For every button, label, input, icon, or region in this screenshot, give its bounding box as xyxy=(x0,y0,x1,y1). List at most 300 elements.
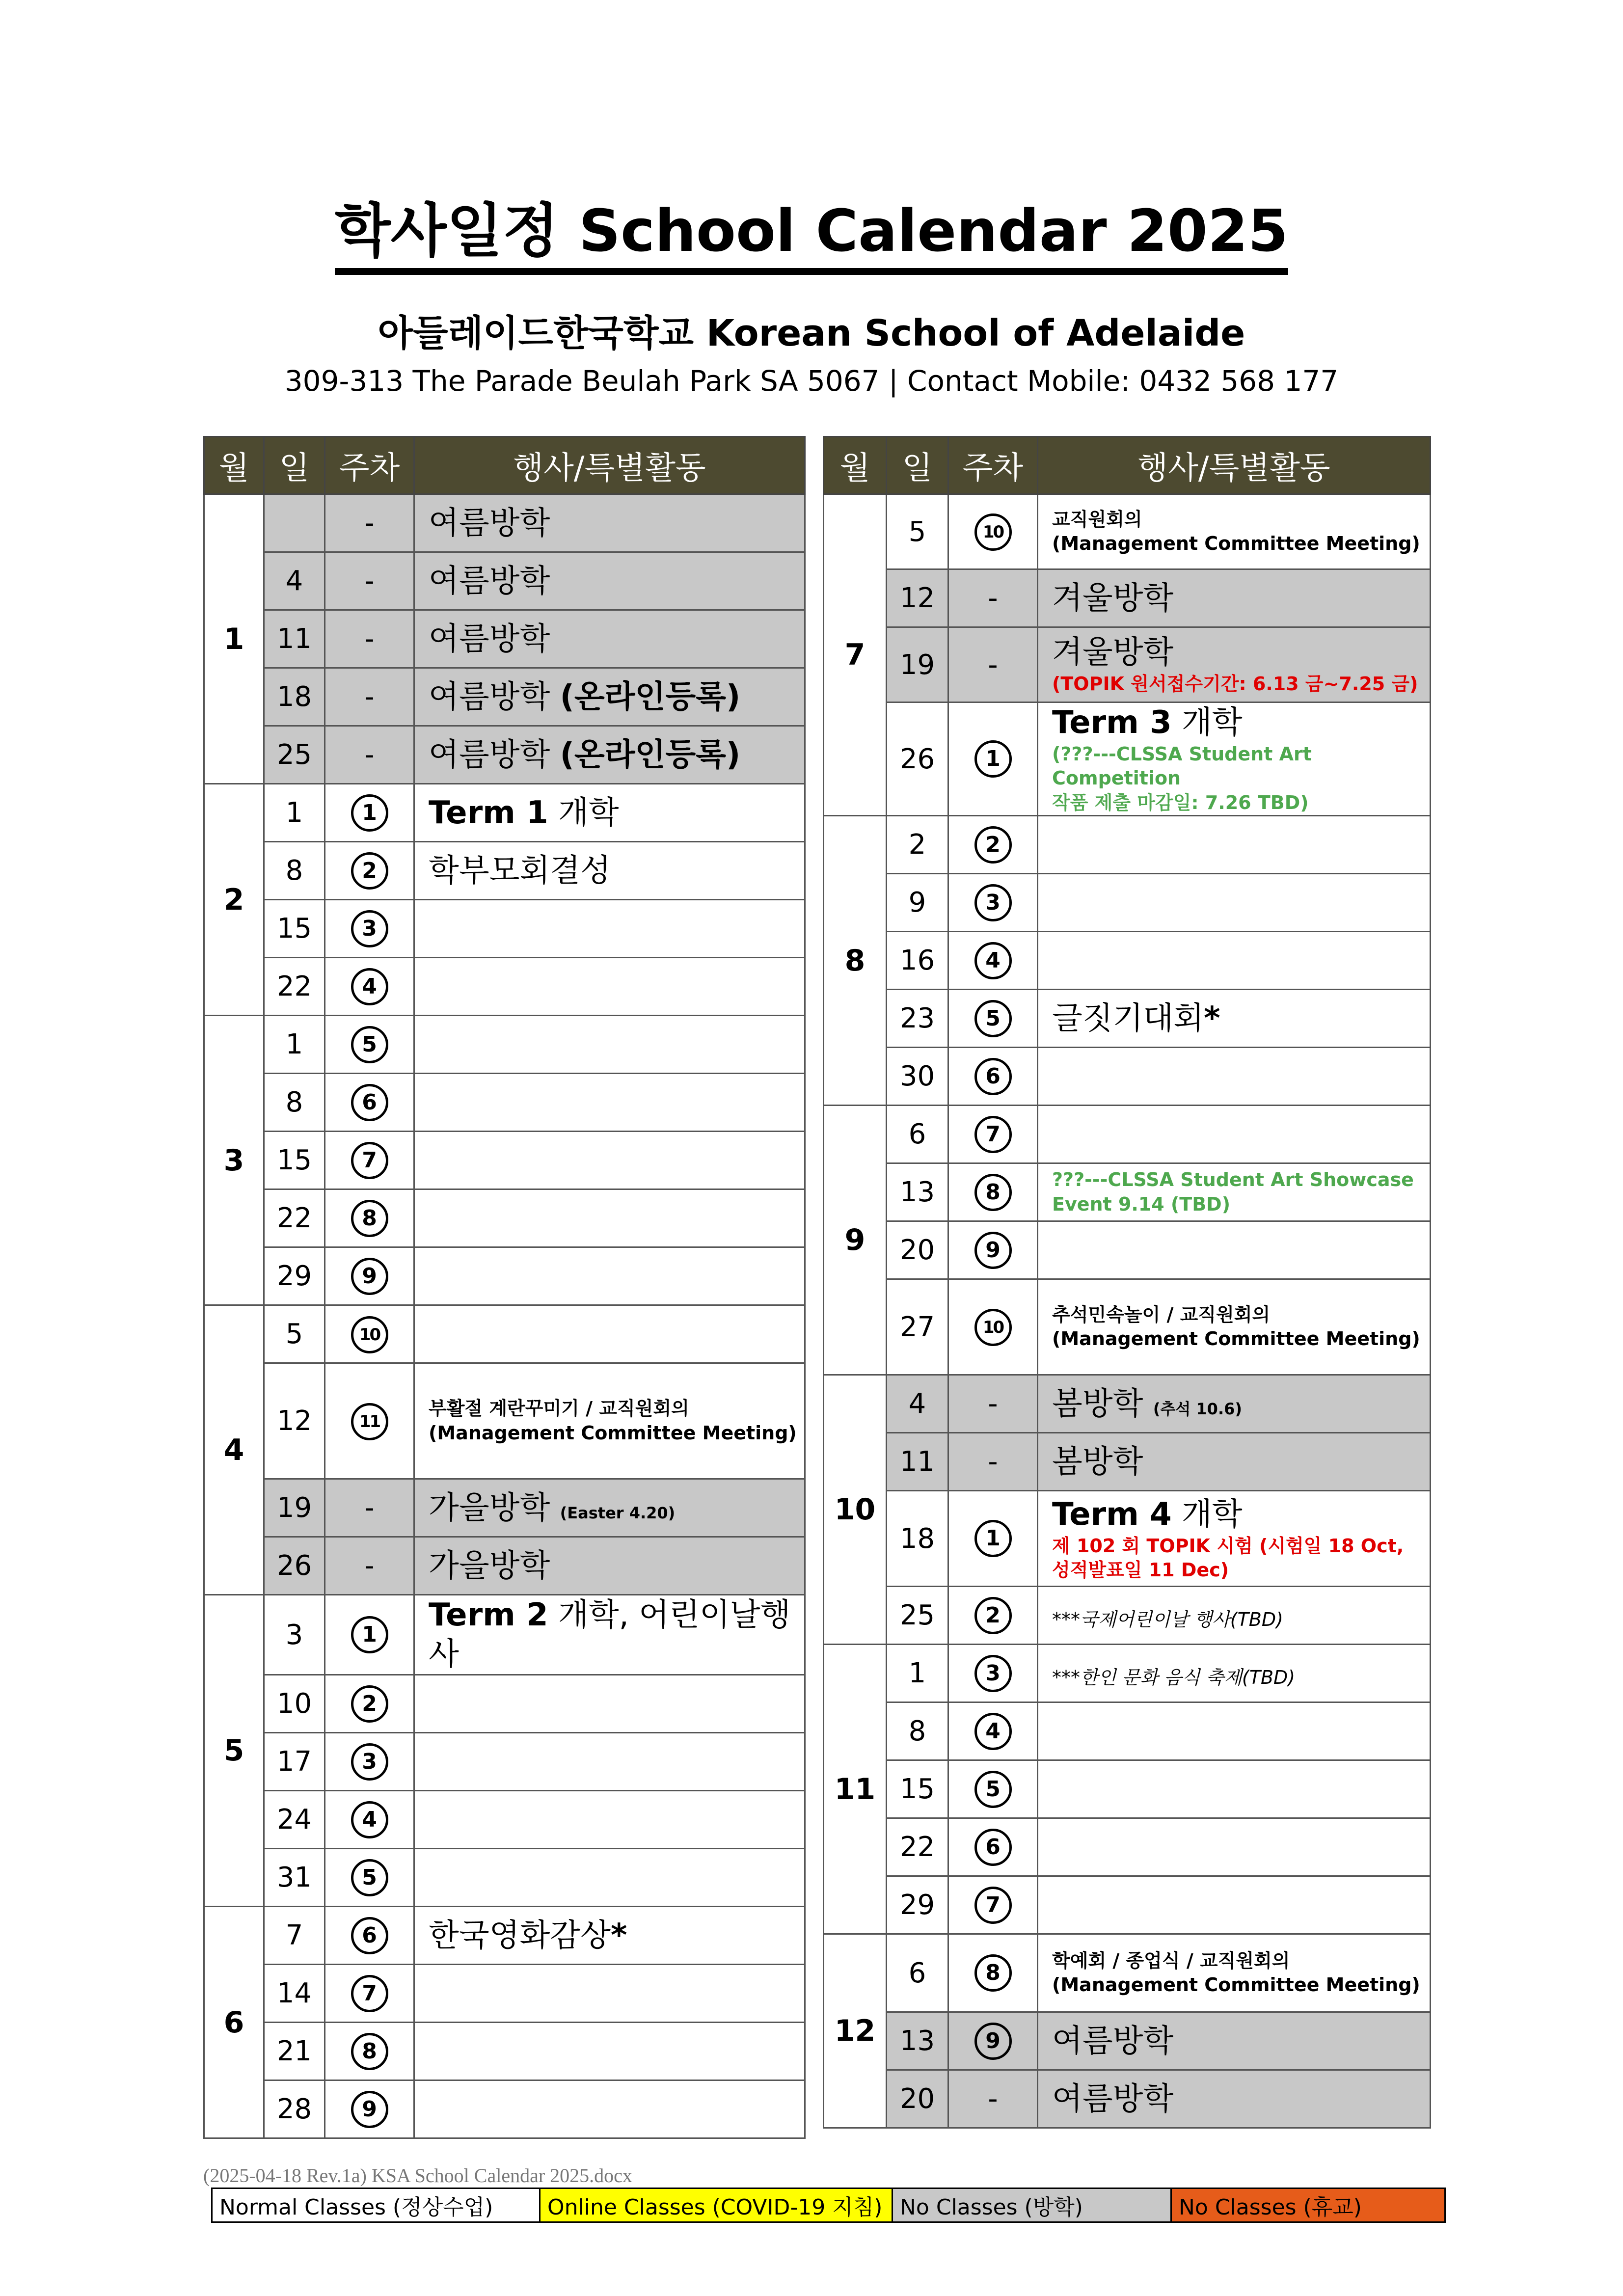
day-cell: 13 xyxy=(887,2012,948,2070)
vacation-row xyxy=(824,2012,1431,2070)
event-text: 여름방학 xyxy=(429,678,550,715)
calendar-row xyxy=(824,1587,1431,1645)
event-cell xyxy=(414,610,805,668)
day-cell: 5 xyxy=(264,1305,325,1363)
term-label: Term 1 xyxy=(429,794,548,831)
event-cell xyxy=(414,1791,805,1849)
event-cell xyxy=(1038,1702,1431,1760)
calendar-row xyxy=(824,494,1431,569)
week-cell xyxy=(948,1279,1038,1375)
calendar-row xyxy=(824,1221,1431,1279)
event-cell xyxy=(414,552,805,610)
calendar-row xyxy=(204,1675,805,1733)
week-number-badge: 1 xyxy=(974,1520,1012,1557)
calendar-row xyxy=(824,1702,1431,1760)
week-number-badge: 5 xyxy=(974,1771,1012,1808)
event-text: 학부모회결성 xyxy=(429,852,611,889)
week-number-badge: 3 xyxy=(351,910,388,947)
event-cell xyxy=(1038,2070,1431,2128)
event-cell xyxy=(1038,1491,1431,1587)
event-text: 개학, 어린이날행사 xyxy=(429,1597,791,1673)
event-cell xyxy=(1038,932,1431,990)
calendar-row xyxy=(204,1074,805,1132)
event-cell xyxy=(414,1675,805,1733)
event-cell xyxy=(1038,1163,1431,1221)
event-header: 행사/특별활동 xyxy=(1038,437,1431,494)
week-cell xyxy=(948,1163,1038,1221)
event-cell xyxy=(1038,816,1431,874)
event-cell xyxy=(414,1537,805,1595)
topik-notice: (TOPIK 원서접수기간: 6.13 금~7.25 금) xyxy=(1052,673,1418,695)
week-cell xyxy=(948,990,1038,1048)
day-cell: 4 xyxy=(887,1375,948,1433)
week-cell: - xyxy=(948,569,1038,627)
day-cell: 26 xyxy=(887,702,948,816)
week-number-badge: 8 xyxy=(974,1954,1012,1992)
calendar-row xyxy=(824,1491,1431,1587)
calendar-table-jan-jun xyxy=(203,436,806,2139)
week-number-badge: 5 xyxy=(351,1859,388,1896)
week-number-badge: 2 xyxy=(974,1597,1012,1634)
week-number-badge: 7 xyxy=(351,1975,388,2012)
vacation-row xyxy=(204,726,805,784)
calendar-row xyxy=(824,816,1431,874)
week-number-badge: 1 xyxy=(351,1616,388,1653)
day-cell: 29 xyxy=(887,1876,948,1934)
vacation-row xyxy=(204,494,805,552)
calendar-row xyxy=(204,1363,805,1479)
day-cell: 22 xyxy=(887,1818,948,1876)
topik-notice: 제 102 회 TOPIK 시험 (시험일 18 Oct, xyxy=(1052,1535,1404,1557)
month-cell: 5 xyxy=(204,1595,264,1907)
day-cell: 24 xyxy=(264,1791,325,1849)
week-cell xyxy=(325,1595,414,1675)
day-cell: 1 xyxy=(264,1016,325,1074)
week-number-badge: 1 xyxy=(974,740,1012,778)
event-text: 여름방학 xyxy=(1052,2080,1174,2117)
week-cell xyxy=(948,874,1038,932)
event-text: 봄방학 xyxy=(1052,1443,1143,1480)
week-number-badge: 8 xyxy=(351,2033,388,2070)
week-number-badge: 2 xyxy=(351,1685,388,1723)
week-cell xyxy=(325,1363,414,1479)
term-label: Term 3 xyxy=(1052,704,1172,741)
day-cell: 29 xyxy=(264,1247,325,1305)
event-cell xyxy=(1038,702,1431,816)
legend-online: Online Classes (COVID-19 지침) xyxy=(540,2188,893,2222)
vacation-row xyxy=(824,569,1431,627)
day-cell: 14 xyxy=(264,1965,325,2023)
day-cell: 3 xyxy=(264,1595,325,1675)
week-header: 주차 xyxy=(325,437,414,494)
vacation-row xyxy=(824,2070,1431,2128)
event-cell xyxy=(414,842,805,900)
calendar-row xyxy=(204,1965,805,2023)
event-cell xyxy=(414,784,805,842)
clssa-notice: Event 9.14 (TBD) xyxy=(1052,1193,1231,1215)
day-cell: 19 xyxy=(887,627,948,702)
day-header: 일 xyxy=(264,437,325,494)
week-cell: - xyxy=(948,627,1038,702)
event-cell xyxy=(1038,874,1431,932)
day-cell: 13 xyxy=(887,1163,948,1221)
week-number-badge: 5 xyxy=(974,1000,1012,1037)
legend-normal: Normal Classes (정상수업) xyxy=(212,2188,540,2222)
event-cell xyxy=(414,1733,805,1791)
week-cell xyxy=(325,2080,414,2138)
day-cell: 4 xyxy=(264,552,325,610)
day-cell: 21 xyxy=(264,2023,325,2080)
event-cell xyxy=(414,494,805,552)
event-cell xyxy=(1038,990,1431,1048)
event-cell xyxy=(414,1849,805,1907)
week-cell xyxy=(325,1132,414,1189)
event-tbd: ***한인 문화 음식 축제(TBD) xyxy=(1052,1666,1296,1688)
week-number-badge: 11 xyxy=(351,1403,388,1440)
event-cell xyxy=(414,1189,805,1247)
event-cell xyxy=(1038,1587,1431,1645)
clssa-notice: ???---CLSSA Student Art Showcase xyxy=(1052,1169,1414,1191)
week-number-badge: 6 xyxy=(974,1058,1012,1095)
page-title: 학사일정 School Calendar 2025 xyxy=(0,196,1623,275)
week-cell xyxy=(948,1876,1038,1934)
event-subtext: (Management Committee Meeting) xyxy=(1052,533,1420,554)
week-number-badge: 9 xyxy=(974,1232,1012,1269)
calendar-row xyxy=(824,702,1431,816)
day-cell: 20 xyxy=(887,2070,948,2128)
day-header: 일 xyxy=(887,437,948,494)
day-cell: 12 xyxy=(264,1363,325,1479)
week-cell xyxy=(948,702,1038,816)
week-cell xyxy=(325,2023,414,2080)
event-text: 여름방학 xyxy=(429,505,550,541)
month-cell: 4 xyxy=(204,1305,264,1595)
day-cell: 25 xyxy=(264,726,325,784)
day-cell: 16 xyxy=(887,932,948,990)
week-number-badge: 1 xyxy=(351,794,388,832)
event-cell xyxy=(414,1595,805,1675)
week-cell: - xyxy=(948,1433,1038,1491)
week-cell: - xyxy=(325,668,414,726)
term-label: Term 4 xyxy=(1052,1496,1172,1533)
day-cell: 30 xyxy=(887,1048,948,1106)
event-note: (온라인등록) xyxy=(560,736,741,773)
week-cell xyxy=(325,1016,414,1074)
month-cell: 8 xyxy=(824,816,887,1106)
calendar-row xyxy=(204,2023,805,2080)
week-cell: - xyxy=(948,1375,1038,1433)
calendar-row xyxy=(204,900,805,958)
day-cell: 2 xyxy=(887,816,948,874)
event-cell xyxy=(414,900,805,958)
calendar-row xyxy=(204,958,805,1016)
calendar-row xyxy=(204,1132,805,1189)
calendar-row xyxy=(824,1163,1431,1221)
month-cell: 12 xyxy=(824,1934,887,2128)
day-cell: 20 xyxy=(887,1221,948,1279)
week-number-badge: 8 xyxy=(974,1174,1012,1211)
asterisk-note: * xyxy=(610,1917,627,1954)
event-subtext: (Management Committee Meeting) xyxy=(429,1422,797,1444)
week-cell xyxy=(948,1587,1038,1645)
school-name: 아들레이드한국학교 Korean School of Adelaide xyxy=(378,312,1245,354)
vacation-row xyxy=(204,1479,805,1537)
day-cell: 6 xyxy=(887,1934,948,2012)
event-cell xyxy=(1038,569,1431,627)
week-cell xyxy=(948,1760,1038,1818)
day-cell: 15 xyxy=(264,1132,325,1189)
month-cell: 11 xyxy=(824,1645,887,1934)
week-cell xyxy=(325,1305,414,1363)
event-cell xyxy=(414,1965,805,2023)
calendar-table-jul-dec xyxy=(823,436,1431,2129)
week-cell xyxy=(325,1189,414,1247)
calendar-row xyxy=(824,1934,1431,2012)
event-cell xyxy=(414,668,805,726)
calendar-row xyxy=(824,1645,1431,1702)
week-number-badge: 6 xyxy=(974,1829,1012,1866)
week-cell: - xyxy=(948,2070,1038,2128)
day-cell: 8 xyxy=(264,1074,325,1132)
vacation-row xyxy=(824,1375,1431,1433)
event-text: 부활절 계란꾸미기 / 교직원회의 xyxy=(429,1398,689,1420)
day-cell: 11 xyxy=(264,610,325,668)
day-cell: 18 xyxy=(264,668,325,726)
calendar-row xyxy=(824,990,1431,1048)
event-cell xyxy=(414,1479,805,1537)
week-cell: - xyxy=(325,1479,414,1537)
week-cell xyxy=(948,1702,1038,1760)
event-cell xyxy=(414,1363,805,1479)
vacation-row xyxy=(204,668,805,726)
month-cell: 3 xyxy=(204,1016,264,1305)
event-text: 추석민속놀이 / 교직원회의 xyxy=(1052,1303,1271,1325)
vacation-row xyxy=(204,610,805,668)
event-cell xyxy=(1038,1279,1431,1375)
event-cell xyxy=(1038,494,1431,569)
event-text: 여름방학 xyxy=(1052,2023,1174,2059)
week-number-badge: 2 xyxy=(974,826,1012,864)
event-cell xyxy=(414,1074,805,1132)
calendar-row xyxy=(824,1760,1431,1818)
week-cell xyxy=(325,1907,414,1965)
day-cell: 1 xyxy=(264,784,325,842)
week-number-badge: 7 xyxy=(974,1116,1012,1153)
day-cell: 19 xyxy=(264,1479,325,1537)
week-number-badge: 9 xyxy=(351,2091,388,2128)
day-cell: 26 xyxy=(264,1537,325,1595)
event-text: 봄방학 xyxy=(1052,1385,1143,1422)
week-cell: - xyxy=(325,494,414,552)
event-text: 학예회 / 종업식 / 교직원회의 xyxy=(1052,1949,1290,1972)
day-cell: 10 xyxy=(264,1675,325,1733)
week-cell xyxy=(948,494,1038,569)
week-cell xyxy=(948,816,1038,874)
event-cell xyxy=(414,2023,805,2080)
week-cell: - xyxy=(325,726,414,784)
week-cell xyxy=(325,1849,414,1907)
week-cell xyxy=(325,1733,414,1791)
week-cell xyxy=(948,1934,1038,2012)
week-cell xyxy=(948,932,1038,990)
calendar-row xyxy=(824,1876,1431,1934)
calendar-row xyxy=(824,932,1431,990)
day-cell: 11 xyxy=(887,1433,948,1491)
vacation-row xyxy=(204,552,805,610)
week-cell xyxy=(325,784,414,842)
day-cell: 12 xyxy=(887,569,948,627)
month-cell: 2 xyxy=(204,784,264,1016)
week-number-badge: 4 xyxy=(974,1713,1012,1750)
day-cell: 8 xyxy=(887,1702,948,1760)
month-header: 월 xyxy=(204,437,264,494)
week-cell: - xyxy=(325,610,414,668)
day-cell: 25 xyxy=(887,1587,948,1645)
term-label: Term 2 xyxy=(429,1597,548,1633)
week-cell xyxy=(325,958,414,1016)
event-text: 가을방학 xyxy=(429,1489,550,1526)
event-text: 겨울방학 xyxy=(1052,580,1174,617)
event-text: 겨울방학 xyxy=(1052,634,1174,671)
week-number-badge: 3 xyxy=(974,884,1012,921)
day-cell: 15 xyxy=(887,1760,948,1818)
day-cell: 28 xyxy=(264,2080,325,2138)
week-number-badge: 5 xyxy=(351,1026,388,1063)
week-cell xyxy=(325,1965,414,2023)
week-number-badge: 6 xyxy=(351,1917,388,1954)
month-cell: 10 xyxy=(824,1375,887,1645)
day-cell: 23 xyxy=(887,990,948,1048)
event-subtext: (Management Committee Meeting) xyxy=(1052,1974,1420,1996)
topik-notice: 성적발표일 11 Dec) xyxy=(1052,1559,1229,1581)
week-cell: - xyxy=(325,1537,414,1595)
calendar-row xyxy=(204,1907,805,1965)
week-number-badge: 10 xyxy=(974,513,1012,551)
day-cell: 31 xyxy=(264,1849,325,1907)
event-cell xyxy=(1038,1221,1431,1279)
event-cell xyxy=(414,1247,805,1305)
calendar-row xyxy=(204,1016,805,1074)
week-number-badge: 8 xyxy=(351,1200,388,1237)
day-cell: 27 xyxy=(887,1279,948,1375)
event-cell xyxy=(1038,1106,1431,1163)
week-number-badge: 7 xyxy=(974,1887,1012,1924)
event-tbd: ***국제어린이날 행사(TBD) xyxy=(1052,1608,1283,1630)
calendar-row xyxy=(204,1189,805,1247)
event-cell xyxy=(414,958,805,1016)
week-cell xyxy=(948,2012,1038,2070)
event-text: 교직원회의 xyxy=(1052,508,1142,530)
week-number-badge: 9 xyxy=(351,1258,388,1295)
week-cell xyxy=(948,1221,1038,1279)
event-note: (추석 10.6) xyxy=(1153,1399,1242,1418)
week-number-badge: 3 xyxy=(351,1743,388,1781)
week-header: 주차 xyxy=(948,437,1038,494)
event-text: 여름방학 xyxy=(429,563,550,599)
vacation-row xyxy=(204,1537,805,1595)
month-cell: 6 xyxy=(204,1907,264,2138)
week-cell xyxy=(948,1491,1038,1587)
calendar-row xyxy=(204,1305,805,1363)
month-cell: 1 xyxy=(204,494,264,784)
event-text: 여름방학 xyxy=(429,736,550,773)
week-number-badge: 10 xyxy=(351,1316,388,1353)
event-cell xyxy=(414,1016,805,1074)
week-cell xyxy=(948,1818,1038,1876)
event-subtext: (Management Committee Meeting) xyxy=(1052,1328,1420,1350)
week-cell xyxy=(325,900,414,958)
calendar-row xyxy=(204,2080,805,2138)
week-number-badge: 7 xyxy=(351,1142,388,1179)
event-cell xyxy=(414,2080,805,2138)
day-cell xyxy=(264,494,325,552)
asterisk-note: * xyxy=(1204,1000,1220,1037)
event-cell xyxy=(1038,627,1431,702)
calendar-row xyxy=(824,1279,1431,1375)
week-number-badge: 4 xyxy=(974,942,1012,979)
day-cell: 1 xyxy=(887,1645,948,1702)
week-cell xyxy=(948,1645,1038,1702)
week-number-badge: 9 xyxy=(974,2023,1012,2060)
month-cell: 9 xyxy=(824,1106,887,1375)
event-note: (온라인등록) xyxy=(560,678,741,715)
event-text: 여름방학 xyxy=(429,621,550,657)
week-number-badge: 6 xyxy=(351,1084,388,1121)
document-footer: (2025-04-18 Rev.1a) KSA School Calendar 2025.docx xyxy=(203,2164,632,2187)
week-cell xyxy=(948,1048,1038,1106)
calendar-row xyxy=(824,1106,1431,1163)
event-header: 행사/특별활동 xyxy=(414,437,805,494)
week-cell xyxy=(325,1074,414,1132)
school-address: 309-313 The Parade Beulah Park SA 5067 | Contact Mobile: 0432 568 177 xyxy=(284,364,1339,398)
day-cell: 15 xyxy=(264,900,325,958)
event-cell xyxy=(414,1907,805,1965)
event-cell xyxy=(1038,1645,1431,1702)
event-cell xyxy=(1038,1934,1431,2012)
event-cell xyxy=(414,726,805,784)
week-number-badge: 4 xyxy=(351,968,388,1005)
event-cell xyxy=(414,1305,805,1363)
calendar-row xyxy=(824,874,1431,932)
event-cell xyxy=(1038,1048,1431,1106)
event-text: 한국영화감상 xyxy=(429,1917,611,1954)
week-cell xyxy=(948,1106,1038,1163)
day-cell: 9 xyxy=(887,874,948,932)
legend xyxy=(211,2188,1446,2223)
calendar-row xyxy=(204,784,805,842)
week-cell xyxy=(325,1675,414,1733)
week-cell xyxy=(325,1247,414,1305)
event-text: 개학 xyxy=(558,794,619,831)
event-text: 가을방학 xyxy=(429,1547,550,1584)
week-number-badge: 10 xyxy=(974,1309,1012,1346)
event-cell xyxy=(1038,1375,1431,1433)
day-cell: 5 xyxy=(887,494,948,569)
vacation-row xyxy=(824,1433,1431,1491)
clssa-notice: 작품 제출 마감일: 7.26 TBD) xyxy=(1052,791,1309,813)
legend-closed: No Classes (휴교) xyxy=(1171,2188,1445,2222)
day-cell: 7 xyxy=(264,1907,325,1965)
event-text: 개학 xyxy=(1181,704,1243,741)
calendar-row xyxy=(824,1048,1431,1106)
week-number-badge: 3 xyxy=(974,1655,1012,1692)
week-cell: - xyxy=(325,552,414,610)
calendar-row xyxy=(204,1849,805,1907)
month-cell: 7 xyxy=(824,494,887,816)
calendar-row xyxy=(204,1247,805,1305)
event-cell xyxy=(1038,1818,1431,1876)
event-cell xyxy=(414,1132,805,1189)
